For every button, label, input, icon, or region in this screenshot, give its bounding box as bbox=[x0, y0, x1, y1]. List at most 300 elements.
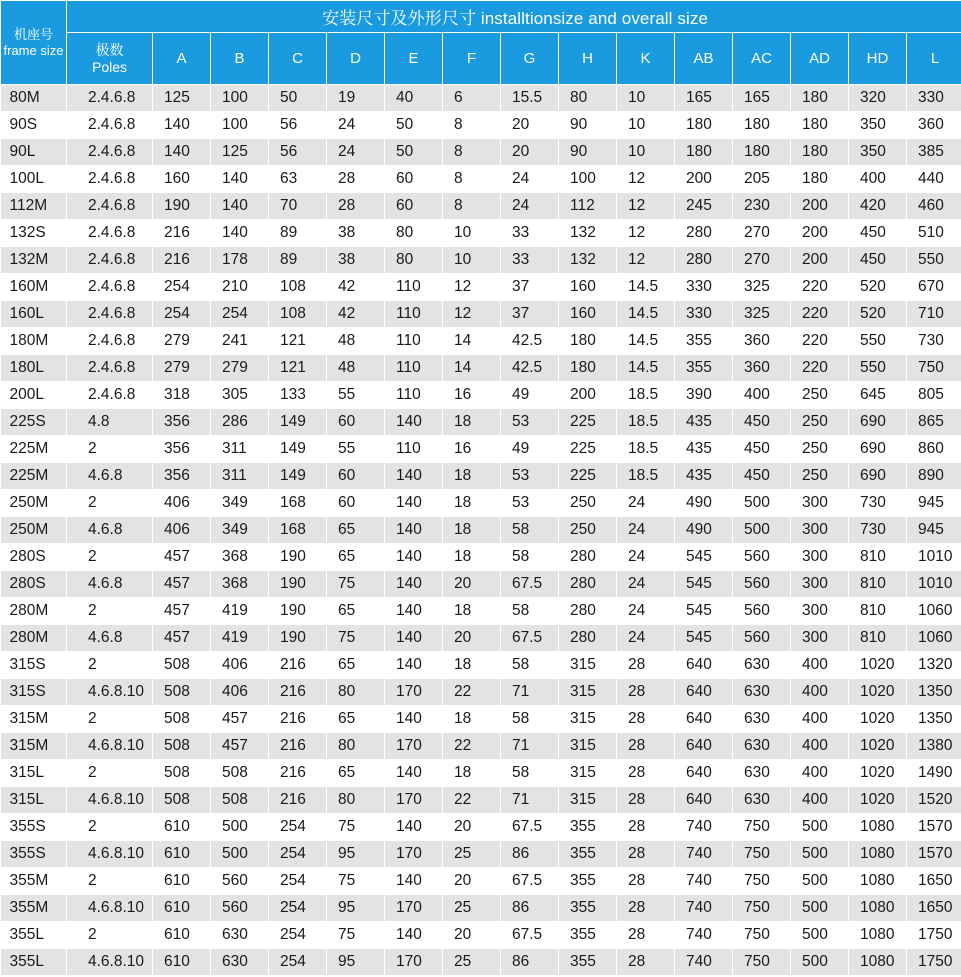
cell-e: 140 bbox=[385, 652, 443, 679]
cell-c: 149 bbox=[269, 463, 327, 490]
poles-cell: 4.6.8.10 bbox=[67, 949, 153, 976]
frame-size-cell: 280S bbox=[1, 544, 67, 571]
cell-hd: 450 bbox=[849, 220, 907, 247]
cell-ab: 330 bbox=[675, 274, 733, 301]
cell-h: 355 bbox=[559, 895, 617, 922]
cell-ad: 250 bbox=[791, 436, 849, 463]
cell-f: 10 bbox=[443, 247, 501, 274]
cell-h: 315 bbox=[559, 706, 617, 733]
cell-a: 610 bbox=[153, 868, 211, 895]
cell-hd: 1080 bbox=[849, 922, 907, 949]
cell-c: 89 bbox=[269, 247, 327, 274]
frame-size-cell: 355L bbox=[1, 922, 67, 949]
table-row bbox=[1, 733, 961, 760]
cell-ac: 750 bbox=[733, 949, 791, 976]
cell-ad: 250 bbox=[791, 409, 849, 436]
cell-l: 460 bbox=[907, 193, 961, 220]
frame-size-cell: 225S bbox=[1, 409, 67, 436]
cell-a: 457 bbox=[153, 625, 211, 652]
table-row bbox=[1, 652, 961, 679]
cell-h: 100 bbox=[559, 166, 617, 193]
cell-e: 140 bbox=[385, 598, 443, 625]
cell-hd: 1080 bbox=[849, 814, 907, 841]
cell-d: 65 bbox=[327, 652, 385, 679]
cell-c: 254 bbox=[269, 868, 327, 895]
cell-b: 241 bbox=[211, 328, 269, 355]
cell-ad: 300 bbox=[791, 625, 849, 652]
poles-cell: 2.4.6.8 bbox=[67, 112, 153, 139]
cell-f: 20 bbox=[443, 922, 501, 949]
cell-l: 510 bbox=[907, 220, 961, 247]
cell-h: 355 bbox=[559, 868, 617, 895]
cell-ab: 435 bbox=[675, 409, 733, 436]
cell-b: 178 bbox=[211, 247, 269, 274]
cell-ab: 640 bbox=[675, 760, 733, 787]
cell-d: 24 bbox=[327, 112, 385, 139]
cell-ab: 545 bbox=[675, 544, 733, 571]
cell-ab: 435 bbox=[675, 436, 733, 463]
cell-e: 110 bbox=[385, 382, 443, 409]
cell-ab: 640 bbox=[675, 706, 733, 733]
cell-g: 67.5 bbox=[501, 922, 559, 949]
cell-l: 865 bbox=[907, 409, 961, 436]
cell-g: 42.5 bbox=[501, 328, 559, 355]
cell-d: 48 bbox=[327, 328, 385, 355]
poles-cell: 2 bbox=[67, 436, 153, 463]
cell-e: 50 bbox=[385, 112, 443, 139]
cell-l: 385 bbox=[907, 139, 961, 166]
cell-ad: 200 bbox=[791, 193, 849, 220]
cell-l: 1350 bbox=[907, 706, 961, 733]
cell-h: 280 bbox=[559, 598, 617, 625]
cell-c: 216 bbox=[269, 733, 327, 760]
cell-ad: 220 bbox=[791, 355, 849, 382]
cell-a: 216 bbox=[153, 220, 211, 247]
table-row bbox=[1, 949, 961, 976]
cell-a: 610 bbox=[153, 922, 211, 949]
cell-ac: 750 bbox=[733, 841, 791, 868]
cell-h: 280 bbox=[559, 571, 617, 598]
cell-h: 160 bbox=[559, 274, 617, 301]
cell-ad: 300 bbox=[791, 544, 849, 571]
column-header-row bbox=[1, 33, 961, 85]
cell-f: 22 bbox=[443, 787, 501, 814]
poles-cell: 2.4.6.8 bbox=[67, 301, 153, 328]
table-row bbox=[1, 760, 961, 787]
cell-k: 18.5 bbox=[617, 409, 675, 436]
cell-ac: 560 bbox=[733, 544, 791, 571]
cell-b: 210 bbox=[211, 274, 269, 301]
cell-g: 86 bbox=[501, 949, 559, 976]
cell-k: 24 bbox=[617, 517, 675, 544]
cell-ad: 200 bbox=[791, 247, 849, 274]
cell-g: 58 bbox=[501, 517, 559, 544]
cell-l: 805 bbox=[907, 382, 961, 409]
cell-a: 610 bbox=[153, 949, 211, 976]
cell-e: 140 bbox=[385, 868, 443, 895]
cell-h: 315 bbox=[559, 787, 617, 814]
poles-cell: 2 bbox=[67, 814, 153, 841]
cell-ad: 400 bbox=[791, 787, 849, 814]
poles-cell: 4.6.8.10 bbox=[67, 733, 153, 760]
column-header-k: K bbox=[617, 33, 675, 85]
cell-h: 355 bbox=[559, 949, 617, 976]
cell-b: 305 bbox=[211, 382, 269, 409]
cell-f: 18 bbox=[443, 463, 501, 490]
table-row bbox=[1, 490, 961, 517]
poles-cell: 2.4.6.8 bbox=[67, 382, 153, 409]
poles-cell: 2 bbox=[67, 922, 153, 949]
table-row bbox=[1, 193, 961, 220]
cell-a: 140 bbox=[153, 112, 211, 139]
cell-h: 280 bbox=[559, 625, 617, 652]
cell-l: 890 bbox=[907, 463, 961, 490]
cell-g: 86 bbox=[501, 895, 559, 922]
cell-k: 12 bbox=[617, 166, 675, 193]
header-row-top bbox=[1, 1, 961, 33]
cell-b: 500 bbox=[211, 814, 269, 841]
cell-c: 216 bbox=[269, 679, 327, 706]
cell-g: 53 bbox=[501, 463, 559, 490]
cell-k: 18.5 bbox=[617, 436, 675, 463]
cell-e: 140 bbox=[385, 814, 443, 841]
cell-f: 8 bbox=[443, 139, 501, 166]
cell-c: 56 bbox=[269, 139, 327, 166]
cell-a: 508 bbox=[153, 706, 211, 733]
cell-a: 254 bbox=[153, 274, 211, 301]
column-header-b: B bbox=[211, 33, 269, 85]
cell-d: 28 bbox=[327, 193, 385, 220]
cell-ac: 325 bbox=[733, 274, 791, 301]
cell-k: 24 bbox=[617, 625, 675, 652]
cell-f: 25 bbox=[443, 841, 501, 868]
cell-hd: 645 bbox=[849, 382, 907, 409]
cell-b: 560 bbox=[211, 868, 269, 895]
cell-l: 1380 bbox=[907, 733, 961, 760]
cell-c: 254 bbox=[269, 814, 327, 841]
cell-c: 254 bbox=[269, 922, 327, 949]
cell-ab: 640 bbox=[675, 652, 733, 679]
cell-l: 1570 bbox=[907, 814, 961, 841]
cell-c: 70 bbox=[269, 193, 327, 220]
cell-hd: 420 bbox=[849, 193, 907, 220]
cell-e: 170 bbox=[385, 787, 443, 814]
cell-c: 121 bbox=[269, 328, 327, 355]
cell-l: 1060 bbox=[907, 625, 961, 652]
cell-e: 140 bbox=[385, 625, 443, 652]
cell-h: 112 bbox=[559, 193, 617, 220]
cell-hd: 810 bbox=[849, 544, 907, 571]
cell-k: 28 bbox=[617, 733, 675, 760]
cell-ad: 400 bbox=[791, 760, 849, 787]
poles-cell: 4.6.8.10 bbox=[67, 787, 153, 814]
cell-ac: 560 bbox=[733, 571, 791, 598]
cell-g: 49 bbox=[501, 436, 559, 463]
cell-b: 500 bbox=[211, 841, 269, 868]
cell-f: 20 bbox=[443, 625, 501, 652]
table-row bbox=[1, 814, 961, 841]
frame-size-cell: 180M bbox=[1, 328, 67, 355]
cell-ab: 740 bbox=[675, 922, 733, 949]
cell-e: 110 bbox=[385, 436, 443, 463]
table-row bbox=[1, 895, 961, 922]
cell-b: 419 bbox=[211, 625, 269, 652]
cell-ad: 300 bbox=[791, 598, 849, 625]
cell-a: 318 bbox=[153, 382, 211, 409]
cell-k: 28 bbox=[617, 895, 675, 922]
cell-hd: 810 bbox=[849, 598, 907, 625]
column-header-l: L bbox=[907, 33, 961, 85]
table-row bbox=[1, 544, 961, 571]
cell-hd: 1080 bbox=[849, 895, 907, 922]
cell-ad: 200 bbox=[791, 220, 849, 247]
cell-e: 60 bbox=[385, 193, 443, 220]
cell-d: 65 bbox=[327, 706, 385, 733]
cell-f: 6 bbox=[443, 85, 501, 112]
cell-b: 419 bbox=[211, 598, 269, 625]
cell-l: 1350 bbox=[907, 679, 961, 706]
cell-f: 18 bbox=[443, 409, 501, 436]
cell-b: 100 bbox=[211, 112, 269, 139]
cell-hd: 1080 bbox=[849, 841, 907, 868]
table-row bbox=[1, 571, 961, 598]
frame-size-cell: 90S bbox=[1, 112, 67, 139]
cell-ab: 740 bbox=[675, 841, 733, 868]
cell-hd: 350 bbox=[849, 112, 907, 139]
cell-f: 14 bbox=[443, 355, 501, 382]
frame-size-cell: 355L bbox=[1, 949, 67, 976]
cell-hd: 320 bbox=[849, 85, 907, 112]
cell-h: 250 bbox=[559, 490, 617, 517]
cell-f: 20 bbox=[443, 571, 501, 598]
cell-c: 190 bbox=[269, 598, 327, 625]
cell-k: 18.5 bbox=[617, 463, 675, 490]
cell-g: 20 bbox=[501, 112, 559, 139]
cell-ad: 500 bbox=[791, 868, 849, 895]
cell-k: 28 bbox=[617, 787, 675, 814]
cell-b: 630 bbox=[211, 949, 269, 976]
cell-g: 37 bbox=[501, 274, 559, 301]
cell-e: 170 bbox=[385, 679, 443, 706]
poles-cell: 2.4.6.8 bbox=[67, 85, 153, 112]
cell-e: 170 bbox=[385, 841, 443, 868]
poles-cell: 4.6.8.10 bbox=[67, 679, 153, 706]
cell-d: 75 bbox=[327, 814, 385, 841]
cell-d: 95 bbox=[327, 841, 385, 868]
cell-ac: 360 bbox=[733, 328, 791, 355]
cell-k: 28 bbox=[617, 814, 675, 841]
cell-d: 65 bbox=[327, 544, 385, 571]
cell-ad: 180 bbox=[791, 85, 849, 112]
cell-l: 1520 bbox=[907, 787, 961, 814]
cell-a: 356 bbox=[153, 463, 211, 490]
cell-g: 24 bbox=[501, 166, 559, 193]
cell-d: 80 bbox=[327, 787, 385, 814]
cell-c: 108 bbox=[269, 301, 327, 328]
cell-b: 140 bbox=[211, 220, 269, 247]
frame-size-header-en: frame size bbox=[3, 42, 64, 58]
cell-hd: 520 bbox=[849, 274, 907, 301]
cell-ab: 330 bbox=[675, 301, 733, 328]
cell-ac: 270 bbox=[733, 220, 791, 247]
cell-e: 40 bbox=[385, 85, 443, 112]
cell-ab: 545 bbox=[675, 625, 733, 652]
cell-h: 355 bbox=[559, 841, 617, 868]
cell-d: 75 bbox=[327, 571, 385, 598]
frame-size-cell: 225M bbox=[1, 463, 67, 490]
cell-g: 71 bbox=[501, 679, 559, 706]
table-body bbox=[1, 85, 961, 976]
cell-d: 48 bbox=[327, 355, 385, 382]
cell-ac: 560 bbox=[733, 598, 791, 625]
cell-c: 56 bbox=[269, 112, 327, 139]
cell-hd: 1020 bbox=[849, 733, 907, 760]
cell-g: 86 bbox=[501, 841, 559, 868]
cell-hd: 1020 bbox=[849, 787, 907, 814]
frame-size-cell: 355M bbox=[1, 868, 67, 895]
cell-ac: 360 bbox=[733, 355, 791, 382]
table-row bbox=[1, 625, 961, 652]
poles-cell: 4.6.8.10 bbox=[67, 895, 153, 922]
cell-ab: 740 bbox=[675, 814, 733, 841]
cell-f: 22 bbox=[443, 679, 501, 706]
table-row bbox=[1, 868, 961, 895]
cell-c: 254 bbox=[269, 841, 327, 868]
poles-cell: 2.4.6.8 bbox=[67, 139, 153, 166]
cell-ac: 560 bbox=[733, 625, 791, 652]
cell-g: 49 bbox=[501, 382, 559, 409]
cell-a: 610 bbox=[153, 814, 211, 841]
cell-d: 42 bbox=[327, 274, 385, 301]
cell-a: 508 bbox=[153, 787, 211, 814]
cell-a: 508 bbox=[153, 652, 211, 679]
poles-cell: 4.6.8 bbox=[67, 517, 153, 544]
cell-ac: 630 bbox=[733, 787, 791, 814]
cell-ad: 180 bbox=[791, 139, 849, 166]
cell-k: 28 bbox=[617, 652, 675, 679]
cell-ab: 545 bbox=[675, 598, 733, 625]
cell-c: 121 bbox=[269, 355, 327, 382]
cell-e: 140 bbox=[385, 544, 443, 571]
cell-k: 28 bbox=[617, 922, 675, 949]
poles-cell: 2 bbox=[67, 652, 153, 679]
frame-size-cell: 80M bbox=[1, 85, 67, 112]
cell-d: 19 bbox=[327, 85, 385, 112]
cell-g: 71 bbox=[501, 733, 559, 760]
cell-f: 8 bbox=[443, 166, 501, 193]
cell-ac: 450 bbox=[733, 463, 791, 490]
cell-f: 25 bbox=[443, 895, 501, 922]
poles-cell: 2.4.6.8 bbox=[67, 166, 153, 193]
cell-ad: 400 bbox=[791, 679, 849, 706]
cell-a: 406 bbox=[153, 490, 211, 517]
poles-cell: 4.6.8 bbox=[67, 571, 153, 598]
cell-hd: 810 bbox=[849, 625, 907, 652]
frame-size-cell: 90L bbox=[1, 139, 67, 166]
poles-cell: 2.4.6.8 bbox=[67, 355, 153, 382]
cell-d: 75 bbox=[327, 868, 385, 895]
cell-ac: 205 bbox=[733, 166, 791, 193]
cell-ad: 250 bbox=[791, 382, 849, 409]
poles-cell: 4.6.8.10 bbox=[67, 841, 153, 868]
cell-e: 140 bbox=[385, 517, 443, 544]
cell-ab: 640 bbox=[675, 679, 733, 706]
cell-e: 80 bbox=[385, 220, 443, 247]
cell-k: 14.5 bbox=[617, 274, 675, 301]
cell-l: 330 bbox=[907, 85, 961, 112]
cell-hd: 400 bbox=[849, 166, 907, 193]
cell-a: 160 bbox=[153, 166, 211, 193]
cell-ad: 300 bbox=[791, 571, 849, 598]
cell-d: 28 bbox=[327, 166, 385, 193]
cell-a: 406 bbox=[153, 517, 211, 544]
cell-c: 149 bbox=[269, 409, 327, 436]
cell-h: 315 bbox=[559, 733, 617, 760]
table-row bbox=[1, 382, 961, 409]
cell-hd: 450 bbox=[849, 247, 907, 274]
cell-d: 55 bbox=[327, 382, 385, 409]
cell-f: 8 bbox=[443, 193, 501, 220]
cell-k: 10 bbox=[617, 139, 675, 166]
cell-d: 60 bbox=[327, 490, 385, 517]
cell-ab: 200 bbox=[675, 166, 733, 193]
column-header-a: A bbox=[153, 33, 211, 85]
table-row bbox=[1, 274, 961, 301]
cell-ad: 400 bbox=[791, 706, 849, 733]
cell-ad: 500 bbox=[791, 814, 849, 841]
table-row bbox=[1, 328, 961, 355]
cell-c: 216 bbox=[269, 760, 327, 787]
cell-ac: 630 bbox=[733, 733, 791, 760]
table-row bbox=[1, 463, 961, 490]
cell-c: 168 bbox=[269, 517, 327, 544]
cell-hd: 730 bbox=[849, 517, 907, 544]
cell-hd: 1020 bbox=[849, 760, 907, 787]
poles-cell: 2 bbox=[67, 490, 153, 517]
cell-g: 33 bbox=[501, 247, 559, 274]
cell-c: 190 bbox=[269, 625, 327, 652]
cell-ad: 300 bbox=[791, 490, 849, 517]
cell-a: 508 bbox=[153, 760, 211, 787]
poles-cell: 4.8 bbox=[67, 409, 153, 436]
cell-b: 349 bbox=[211, 490, 269, 517]
table-row bbox=[1, 409, 961, 436]
cell-b: 254 bbox=[211, 301, 269, 328]
cell-c: 216 bbox=[269, 652, 327, 679]
cell-e: 140 bbox=[385, 706, 443, 733]
cell-e: 140 bbox=[385, 760, 443, 787]
table-row bbox=[1, 517, 961, 544]
cell-f: 8 bbox=[443, 112, 501, 139]
cell-d: 60 bbox=[327, 463, 385, 490]
cell-h: 280 bbox=[559, 544, 617, 571]
cell-l: 945 bbox=[907, 517, 961, 544]
cell-hd: 730 bbox=[849, 490, 907, 517]
cell-a: 356 bbox=[153, 409, 211, 436]
cell-l: 710 bbox=[907, 301, 961, 328]
cell-c: 63 bbox=[269, 166, 327, 193]
table-row bbox=[1, 139, 961, 166]
cell-ad: 220 bbox=[791, 274, 849, 301]
cell-e: 140 bbox=[385, 490, 443, 517]
cell-g: 67.5 bbox=[501, 571, 559, 598]
cell-k: 28 bbox=[617, 679, 675, 706]
frame-size-cell: 315L bbox=[1, 760, 67, 787]
frame-size-header-cn: 机座号 bbox=[13, 26, 53, 42]
cell-d: 55 bbox=[327, 436, 385, 463]
cell-b: 311 bbox=[211, 463, 269, 490]
cell-h: 132 bbox=[559, 220, 617, 247]
